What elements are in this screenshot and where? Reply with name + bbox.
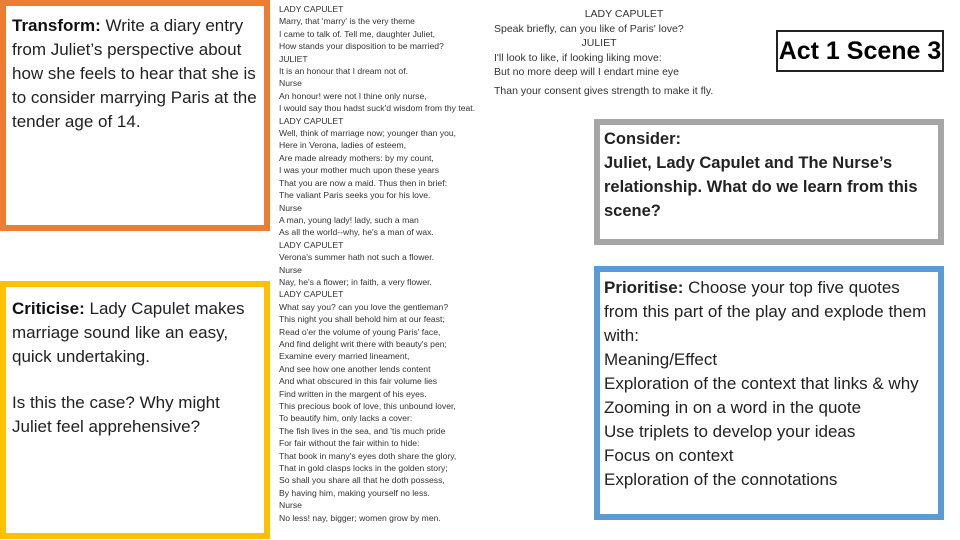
script-line: This night you shall behold him at our feast; <box>279 314 445 325</box>
script-line: Nurse <box>279 264 302 275</box>
script-line: A man, young lady! lady, such a man <box>279 214 419 225</box>
script-line: That in gold clasps locks in the golden story; <box>279 463 448 474</box>
script-line: The valiant Paris seeks you for his love. <box>279 190 431 201</box>
script-line: JULIET <box>279 53 308 64</box>
script-line: An honour! were not I thine only nurse, <box>279 90 427 101</box>
script-line: So shall you share all that he doth possess, <box>279 475 445 486</box>
script-line: LADY CAPULET <box>279 239 344 250</box>
script-line: That you are now a maid. Thus then in brief: <box>279 177 447 188</box>
script-line: Read o'er the volume of young Paris' face, <box>279 326 441 337</box>
criticise-task-box <box>0 281 270 539</box>
criticise-task-text <box>12 297 258 369</box>
transform-task-text <box>12 14 258 134</box>
prioritise-item: Exploration of the context that links & why <box>604 374 919 393</box>
script-line: What say you? can you love the gentleman? <box>279 301 449 312</box>
script-side-line: I'll look to like, if looking liking move: <box>494 51 662 64</box>
prioritise-item: Zooming in on a word in the quote <box>604 398 862 417</box>
script-side-speaker: LADY CAPULET <box>584 8 664 20</box>
script-line: Verona's summer hath not such a flower. <box>279 252 434 263</box>
prioritise-task-box <box>594 266 944 520</box>
script-line: For fair without the fair within to hide: <box>279 438 420 449</box>
prioritise-intro <box>604 276 934 348</box>
script-line: To beautify him, only lacks a cover: <box>279 413 413 424</box>
script-line: And what obscured in this fair volume lies <box>279 376 438 387</box>
script-line: The fish lives in the sea, and 'tis much pride <box>279 425 446 436</box>
transform-body: Write a diary entry from Juliet’s perspective about how she feels to hear that she is to consider marrying Paris at the tender age of 14. <box>12 16 257 131</box>
script-side-speaker: JULIET <box>581 37 617 49</box>
script-line: And find delight writ there with beauty's pen; <box>279 338 447 349</box>
script-line: That book in many's eyes doth share the glory, <box>279 450 457 461</box>
criticise-body: Lady Capulet makes marriage sound like an easy, quick undertaking. <box>12 299 245 366</box>
script-line: By having him, making yourself no less. <box>279 487 430 498</box>
script-line: This precious book of love, this unbound lover, <box>279 401 456 411</box>
script-line: No less! nay, bigger; women grow by men. <box>279 512 441 523</box>
play-script-side-excerpt <box>494 7 754 98</box>
consider-task-box <box>594 119 944 245</box>
script-side-line: Than your consent gives strength to make it fly. <box>494 84 714 97</box>
transform-task-box <box>0 0 270 231</box>
script-line: LADY CAPULET <box>279 115 344 126</box>
criticise-question: Is this the case? Why might Juliet feel apprehensive? <box>12 393 220 436</box>
act-scene-title: Act 1 Scene 3 <box>776 30 944 72</box>
script-line: Find written in the margent of his eyes. <box>279 388 427 399</box>
prioritise-list <box>604 348 934 492</box>
script-line: LADY CAPULET <box>279 4 344 14</box>
script-line: I was your mother much upon these years <box>279 165 440 176</box>
script-line: Nurse <box>279 78 302 89</box>
prioritise-body: Choose your top five quotes from this part of the play and explode them with: <box>604 278 927 345</box>
prioritise-item: Meaning/Effect <box>604 350 718 369</box>
script-side-line: But no more deep will I endart mine eye <box>494 66 680 78</box>
script-line: Examine every married lineament, <box>279 351 410 362</box>
play-script-excerpt <box>279 3 519 524</box>
script-line: As all the world--why, he's a man of wax. <box>279 227 434 238</box>
script-side-line: Speak briefly, can you like of Paris' love? <box>494 22 684 35</box>
consider-heading: Consider: <box>604 130 682 148</box>
script-line: How stands your disposition to be married? <box>279 41 444 52</box>
prioritise-heading: Prioritise: <box>604 278 684 297</box>
script-line: Well, think of marriage now; younger than you, <box>279 128 457 139</box>
prioritise-item: Use triplets to develop your ideas <box>604 422 856 441</box>
script-line: Here in Verona, ladies of esteem, <box>279 140 407 151</box>
script-line: Nurse <box>279 202 302 213</box>
script-line: Are made already mothers: by my count, <box>279 152 434 163</box>
script-line: Marry, that 'marry' is the very theme <box>279 16 415 27</box>
script-line: Nay, he's a flower; in faith, a very flower. <box>279 276 432 287</box>
script-line: Nurse <box>279 500 302 511</box>
prioritise-item: Focus on context <box>604 446 734 465</box>
prioritise-item: Exploration of the connotations <box>604 470 838 489</box>
script-line: It is an honour that I dream not of. <box>279 66 408 77</box>
criticise-heading: Criticise: <box>12 299 85 318</box>
transform-heading: Transform: <box>12 16 101 35</box>
script-line: I would say thou hadst suck'd wisdom from thy teat. <box>279 103 476 114</box>
script-line: LADY CAPULET <box>279 289 344 300</box>
consider-body: Juliet, Lady Capulet and The Nurse’s relationship. What do we learn from this scene? <box>604 154 918 220</box>
script-line: I came to talk of. Tell me, daughter Juliet, <box>279 28 436 39</box>
script-line: And see how one another lends content <box>279 363 431 374</box>
